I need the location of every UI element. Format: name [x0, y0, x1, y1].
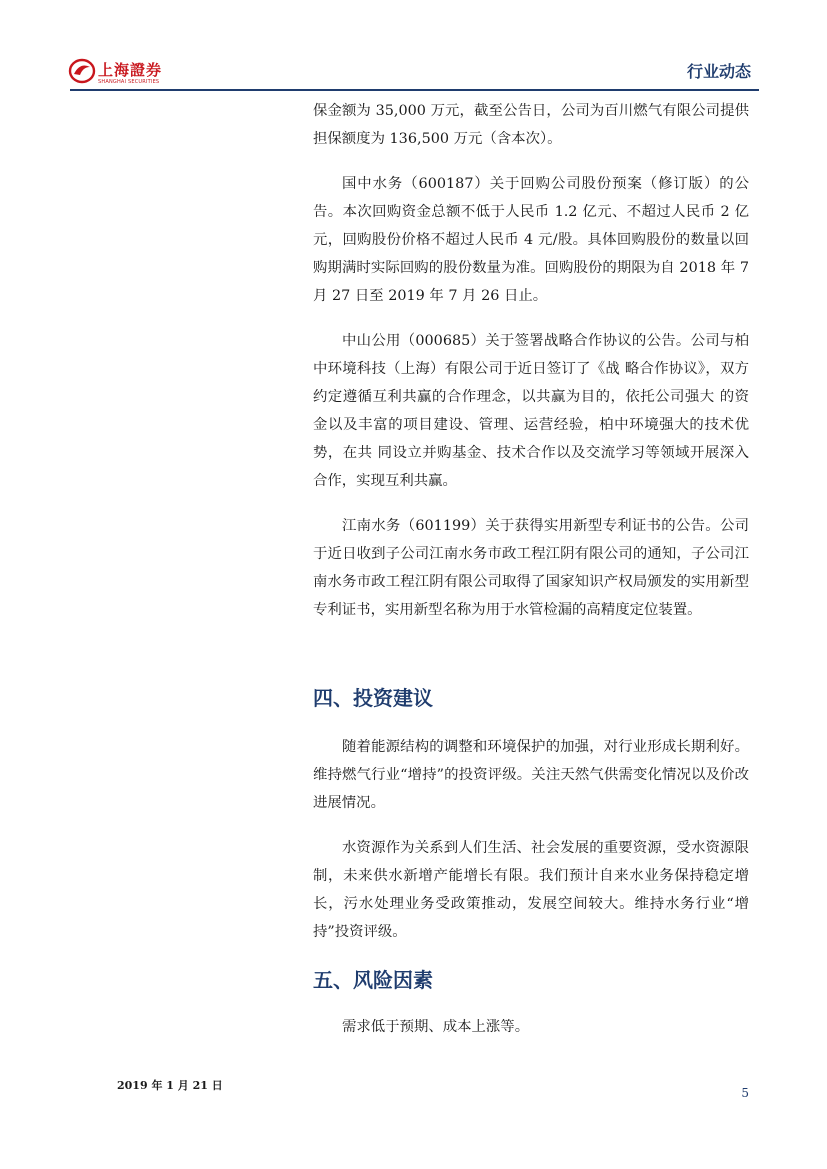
logo-emblem-icon	[68, 58, 96, 84]
logo-name: 上海證券	[98, 61, 163, 79]
paragraph-jiangnan-water: 江南水务（601199）关于获得实用新型专利证书的公告。公司于近日收到子公司江南水务市政工程江阴有限公司的通知，子公司江南水务市政工程江阴有限公司取得了国家知识产权局颁发的实用新型专利证书，实用新型名称为用于水管检漏的高精度定位装置。	[313, 518, 749, 618]
logo	[68, 58, 168, 90]
section-title-risk: 五、风险因素	[313, 968, 433, 992]
logo-subtitle: SHANGHAI SECURITIES	[98, 79, 160, 85]
section-title-investment: 四、投资建议	[313, 686, 433, 710]
paragraph-gas-rating: 随着能源结构的调整和环境保护的加强，对行业形成长期利好。维持燃气行业“增持”的投资评级。关注天然气供需变化情况以及价改进展情况。	[313, 739, 749, 811]
header-divider	[70, 89, 759, 91]
paragraph-zhongshan-utilities: 中山公用（000685）关于签署战略合作协议的公告。公司与柏中环境科技（上海）有限公司于近日签订了《战 略合作协议》，双方约定遵循互利共赢的合作理念，以共赢为目的，依托公司强大 的资金以及丰富的项目建设、管理、运营经验，柏中环境强大的技术优势，在共 同设立并购基金、技术合作以及交流学习等领域开展深入合作，实现互利共赢。	[313, 333, 749, 489]
header-section-label: 行业动态	[686, 62, 751, 81]
paragraph-risk-factors: 需求低于预期、成本上涨等。	[342, 1019, 530, 1035]
paragraph-water-rating: 水资源作为关系到人们生活、社会发展的重要资源，受水资源限制，未来供水新增产能增长有限。我们预计自来水业务保持稳定增长，污水处理业务受政策推动，发展空间较大。维持水务行业“增持”投资评级。	[313, 840, 749, 940]
paragraph-guarantee: 保金额为 35,000 万元，截至公告日，公司为百川燃气有限公司提供担保额度为 136,500 万元（含本次）。	[313, 103, 749, 147]
paragraph-guozhong-water: 国中水务（600187）关于回购公司股份预案（修订版）的公告。本次回购资金总额不低于人民币 1.2 亿元、不超过人民币 2 亿元，回购股份价格不超过人民币 4 元/股。具体回购股份的数量以回购期满时实际回购的股份数量为准。回购股份的期限为自 2018 年 7 月 27 日至 2019 年 7 月 26 日止。	[313, 176, 749, 304]
footer-date: 2019 年 1 月 21 日	[117, 1079, 223, 1092]
page-number: 5	[741, 1086, 749, 1100]
main-content	[313, 97, 749, 1058]
